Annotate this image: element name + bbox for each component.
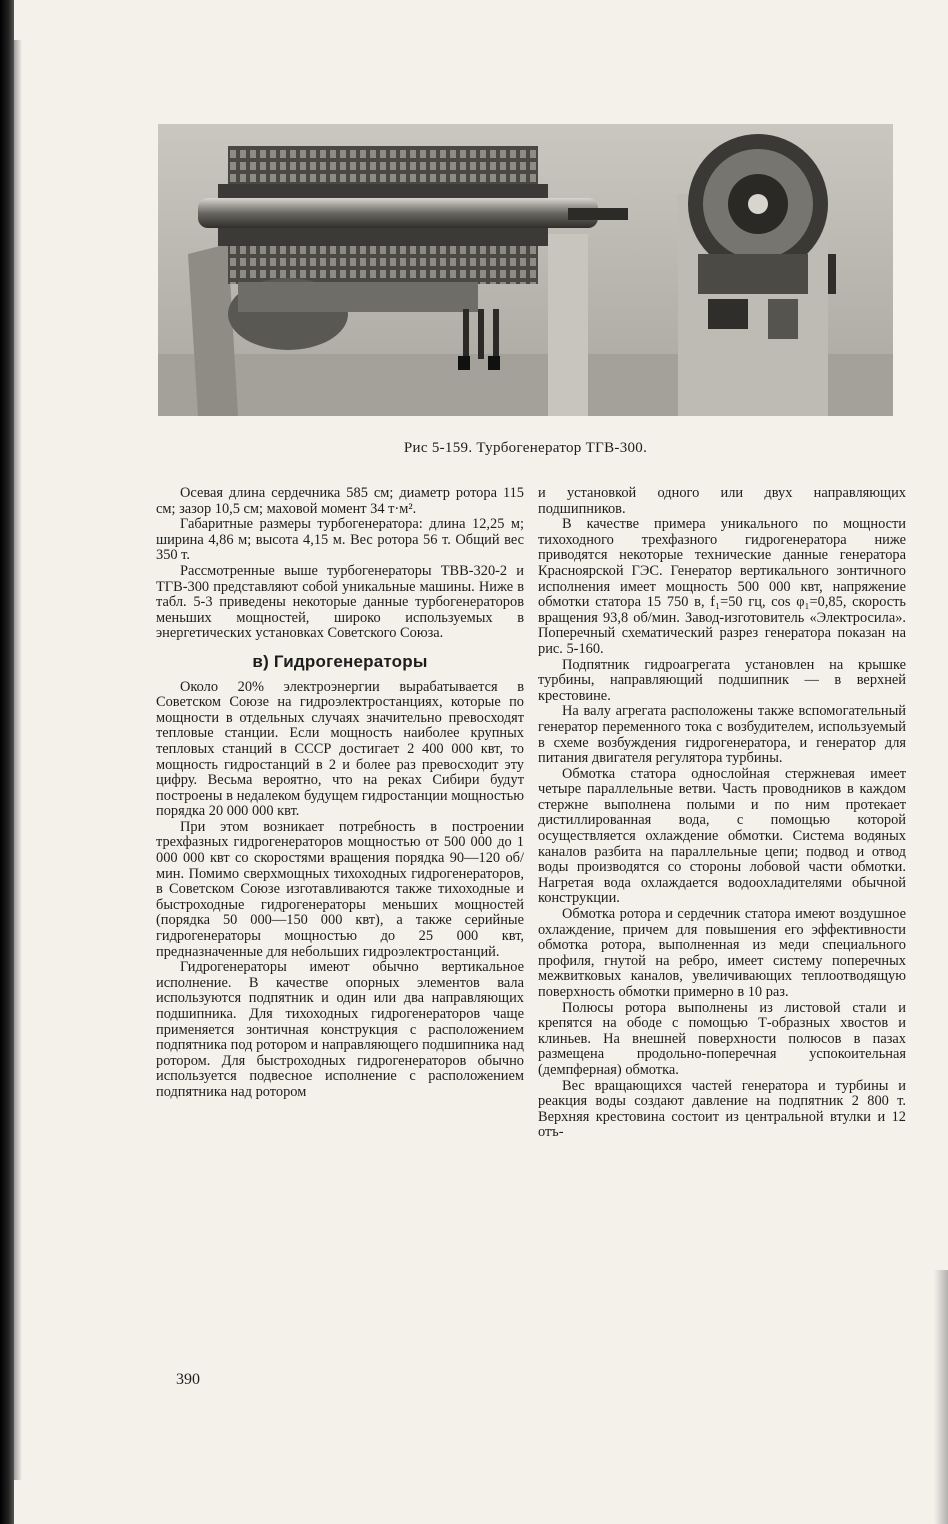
section-heading: в) Гидрогенераторы bbox=[252, 651, 428, 671]
page-binding-gradient bbox=[14, 40, 22, 1480]
paragraph: Габаритные размеры турбогенератора: длина 12,25 м; ширина 4,86 м; высота 4,15 м. Вес ротора 56 т. Общий вес 350 т. bbox=[156, 516, 524, 564]
page-number: 390 bbox=[176, 1371, 200, 1388]
paragraph: При этом возникает потребность в построении трехфазных гидрогенераторов мощностью от 500 000 до 1 000 000 квт со скоростями вращения порядка 90—120 об/мин. Помимо сверхмощных тихоходных гидрогенераторов, в Советском Союзе изготавливаются также тихоходные и быстроходные гидрогенераторы меньших мощностей (порядка 50 000—150 000 квт), а также серийные гидрогенераторы мощностью до 25 000 квт, предназначенные для небольших гидроэлектростанций. bbox=[156, 818, 524, 960]
figure-caption: Рис 5-159. Турбогенератор ТГВ-300. bbox=[403, 440, 648, 456]
turbogenerator-photo-drawing bbox=[158, 124, 893, 416]
left-column bbox=[156, 486, 524, 1101]
paragraph: Обмотка статора однослойная стержневая имеет четыре параллельные ветви. Часть проводников в каждом стержне выполнена полыми и по ним протекает дистиллированная вода, с помощью которой осуществляется охлаждение обмотки. Система водяных каналов разбита на параллельные цепи; подвод и отвод воды производятся со стороны лобовой части обмотки. Нагретая вода охлаждается водоохладителями обычной конструкции. bbox=[538, 765, 906, 907]
paragraph: На валу агрегата расположены также вспомогательный генератор переменного тока с возбудителем, используемый в схеме возбуждения гидрогенератора, и генератор для питания двигателя регулятора турбины. bbox=[538, 703, 906, 767]
turbogenerator-photo bbox=[158, 124, 893, 416]
paragraph: Осевая длина сердечника 585 см; диаметр ротора 115 см; зазор 10,5 см; маховой момент 34 т·м². bbox=[156, 485, 524, 517]
paragraph: и установкой одного или двух направляющих подшипников. bbox=[538, 485, 906, 517]
paragraph: В качестве примера уникального по мощности тихоходного трехфазного гидрогенератора ниже приводятся некоторые технические данные генератора Красноярской ГЭС. Генератор вертикального зонтичного исполнения имеет мощность 500 000 квт, напряжение обмотки статора 15 750 в, f₁=50 гц, cos φ₁=0,85, скорость вращения 93,8 об/мин. Завод-изготовитель «Электросила». Поперечный схематический разрез генератора показан на рис. 5-160. bbox=[538, 516, 906, 657]
paragraph: Около 20% электроэнергии вырабатывается в Советском Союзе на гидроэлектростанциях, которые по мощности в отдельных случаях значительно превосходят тепловые станции. Если мощность наиболее крупных тепловых станций в СССР достигает 2 400 000 квт, то мощность гидростанций в 2 и более раз превосходит эту цифру. Весьма вероятно, что на реках Сибири будут построены в недалеком будущем гидростанции мощностью порядка 20 000 000 квт. bbox=[156, 678, 524, 820]
paragraph: Обмотка ротора и сердечник статора имеют воздушное охлаждение, причем для повышения его эффективности обмотка ротора, выполненная из меди специального профиля, гнутой на ребро, имеет систему поперечных межвитковых каналов, увеличивающих теплоотводящую поверхность обмотки примерно в 10 раз. bbox=[538, 906, 906, 1000]
right-column bbox=[538, 486, 906, 1141]
page-binding-shadow bbox=[0, 0, 14, 1524]
paragraph: Гидрогенераторы имеют обычно вертикальное исполнение. В качестве опорных элементов вала используются подпятник и один или два направляющих подшипника. Для тихоходных гидрогенераторов чаще применяется зонтичная конструкция с расположением подпятника под ротором и направляющего подшипника над ротором. Для быстроходных гидрогенераторов обычно используется подвесное исполнение с расположением подпятника над ротором bbox=[156, 959, 524, 1100]
paragraph: Вес вращающихся частей генератора и турбины и реакция воды создают давление на подпятник 2 800 т. Верхняя крестовина состоит из центральной втулки и 12 отъ- bbox=[538, 1077, 906, 1141]
paragraph: Рассмотренные выше турбогенераторы ТВВ-320-2 и ТГВ-300 представляют собой уникальные машины. Ниже в табл. 5-3 приведены некоторые данные турбогенераторов меньших мощностей, широко используемых в энергетических установках Советского Союза. bbox=[156, 562, 524, 642]
paragraph: Полюсы ротора выполнены из листовой стали и крепятся на ободе с помощью Т-образных хвостов и клиньев. На внешней поверхности полюсов в пазах размещена продольно-поперечная успокоительная (демпферная) обмотка. bbox=[538, 999, 906, 1078]
page-edge-shadow bbox=[934, 1270, 948, 1524]
paragraph: Подпятник гидроагрегата установлен на крышке турбины, направляющий подшипник — в верхней крестовине. bbox=[538, 656, 906, 704]
